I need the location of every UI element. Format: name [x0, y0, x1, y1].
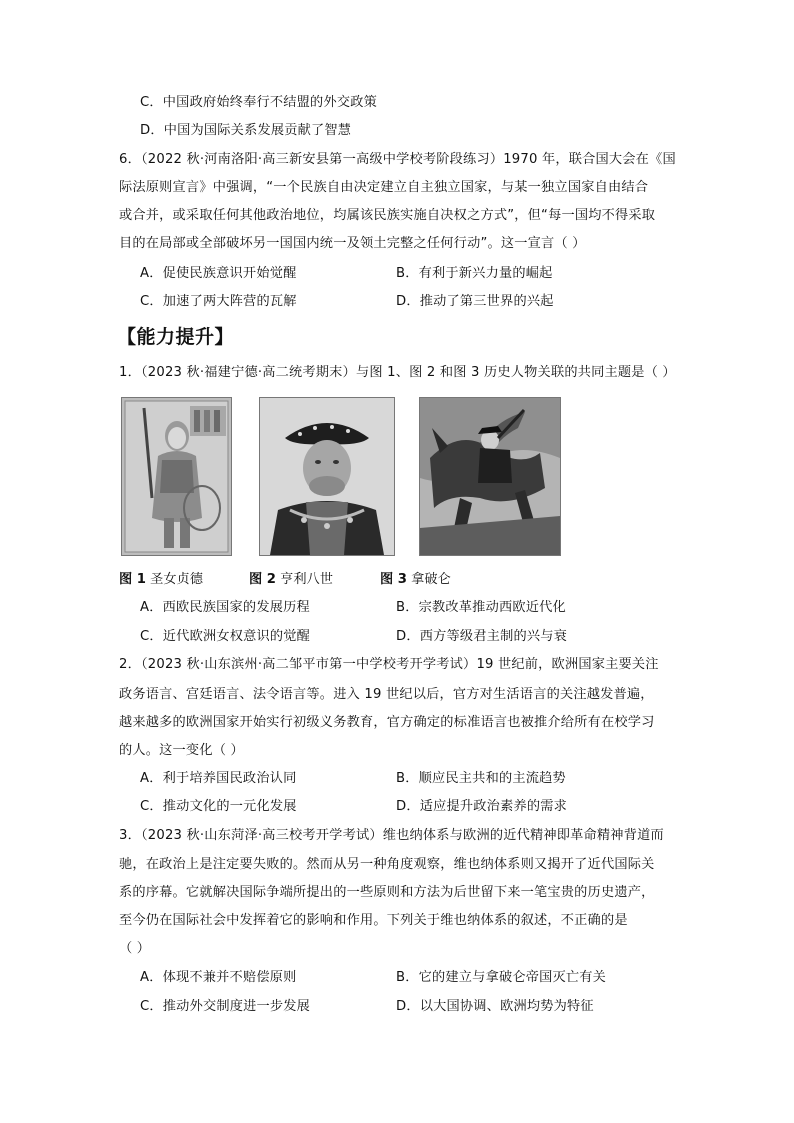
figure-1-label: 图 1: [119, 572, 146, 587]
q2-line-4: 的人。这一变化（ ）: [119, 743, 244, 758]
figure-1-image: [121, 397, 232, 556]
q6-line-3: 或合并，或采取任何其他政治地位，均属该民族实施自决权之方式”，但“每一国均不得采取: [119, 208, 656, 223]
q1-option-d: D．西方等级君主制的兴与衰: [396, 629, 568, 644]
q2-line-3: 越来越多的欧洲国家开始实行初级义务教育，官方确定的标准语言也被推介给所有在校学习: [119, 715, 655, 730]
section-title: 【能力提升】: [117, 326, 235, 348]
q2-line-2: 政务语言、宫廷语言、法令语言等。进入 19 世纪以后，官方对生活语言的关注越发普遍，: [119, 687, 654, 702]
q3-line-3: 系的序幕。它就解决国际争端所提出的一些原则和方法为后世留下来一笔宝贵的历史遗产，: [119, 885, 655, 900]
q3-line-2: 驰，在政治上是注定要失败的。然而从另一种角度观察，维也纳体系则又揭开了近代国际关: [119, 857, 655, 872]
q1-option-c: C．近代欧洲女权意识的觉醒: [140, 629, 311, 644]
option-d-prev: D．中国为国际关系发展贡献了智慧: [140, 123, 352, 138]
q3-line-4: 至今仍在国际社会中发挥着它的影响和作用。下列关于维也纳体系的叙述，不正确的是: [119, 913, 628, 928]
figure-2-name: 亨利八世: [280, 572, 333, 587]
q2-option-b: B．顺应民主共和的主流趋势: [396, 771, 566, 786]
figure-3-image: [419, 397, 561, 556]
option-c-prev: C．中国政府始终奉行不结盟的外交政策: [140, 95, 377, 110]
figure-3-label: 图 3: [380, 572, 407, 587]
q1-option-b: B．宗教改革推动西欧近代化: [396, 600, 566, 615]
figure-2-label: 图 2: [249, 572, 276, 587]
q6-option-a: A．促使民族意识开始觉醒: [140, 266, 297, 281]
q6-line-2: 际法原则宣言》中强调，“一个民族自由决定建立自主独立国家，与某一独立国家自由结合: [119, 180, 649, 195]
figure-3-caption: [380, 571, 451, 589]
q1-line-1: 1．（2023 秋·福建宁德·高二统考期末）与图 1、图 2 和图 3 历史人物关联的共同主题是（ ）: [119, 365, 676, 380]
q6-option-d: D．推动了第三世界的兴起: [396, 294, 554, 309]
q2-option-d: D．适应提升政治素养的需求: [396, 799, 568, 814]
figure-1-caption: [119, 571, 203, 589]
figure-3-name: 拿破仑: [411, 572, 451, 587]
q2-option-c: C．推动文化的一元化发展: [140, 799, 297, 814]
q2-line-1: 2．（2023 秋·山东滨州·高二邹平市第一中学校考开学考试）19 世纪前，欧洲国家主要关注: [119, 657, 659, 672]
q3-line-5: （ ）: [119, 941, 151, 956]
figure-1-name: 圣女贞德: [150, 572, 203, 587]
q2-option-a: A．利于培养国民政治认同: [140, 771, 297, 786]
q3-option-d: D．以大国协调、欧洲均势为特征: [396, 999, 594, 1014]
q3-option-a: A．体现不兼并不赔偿原则: [140, 970, 297, 985]
q3-line-1: 3．（2023 秋·山东菏泽·高三校考开学考试）维也纳体系与欧洲的近代精神即革命精神背道而: [119, 828, 664, 843]
figure-2-caption: [249, 571, 333, 589]
q6-line-4: 目的在局部或全部破坏另一国国内统一及领土完整之任何行动”。这一宣言（ ）: [119, 236, 586, 251]
q1-option-a: A．西欧民族国家的发展历程: [140, 600, 310, 615]
q6-line-1: 6．（2022 秋·河南洛阳·高三新安县第一高级中学校考阶段练习）1970 年，联合国大会在《国: [119, 152, 676, 167]
q3-option-b: B．它的建立与拿破仑帝国灭亡有关: [396, 970, 607, 985]
q6-option-c: C．加速了两大阵营的瓦解: [140, 294, 297, 309]
q3-option-c: C．推动外交制度进一步发展: [140, 999, 311, 1014]
q6-option-b: B．有利于新兴力量的崛起: [396, 266, 553, 281]
figure-2-image: [259, 397, 395, 556]
